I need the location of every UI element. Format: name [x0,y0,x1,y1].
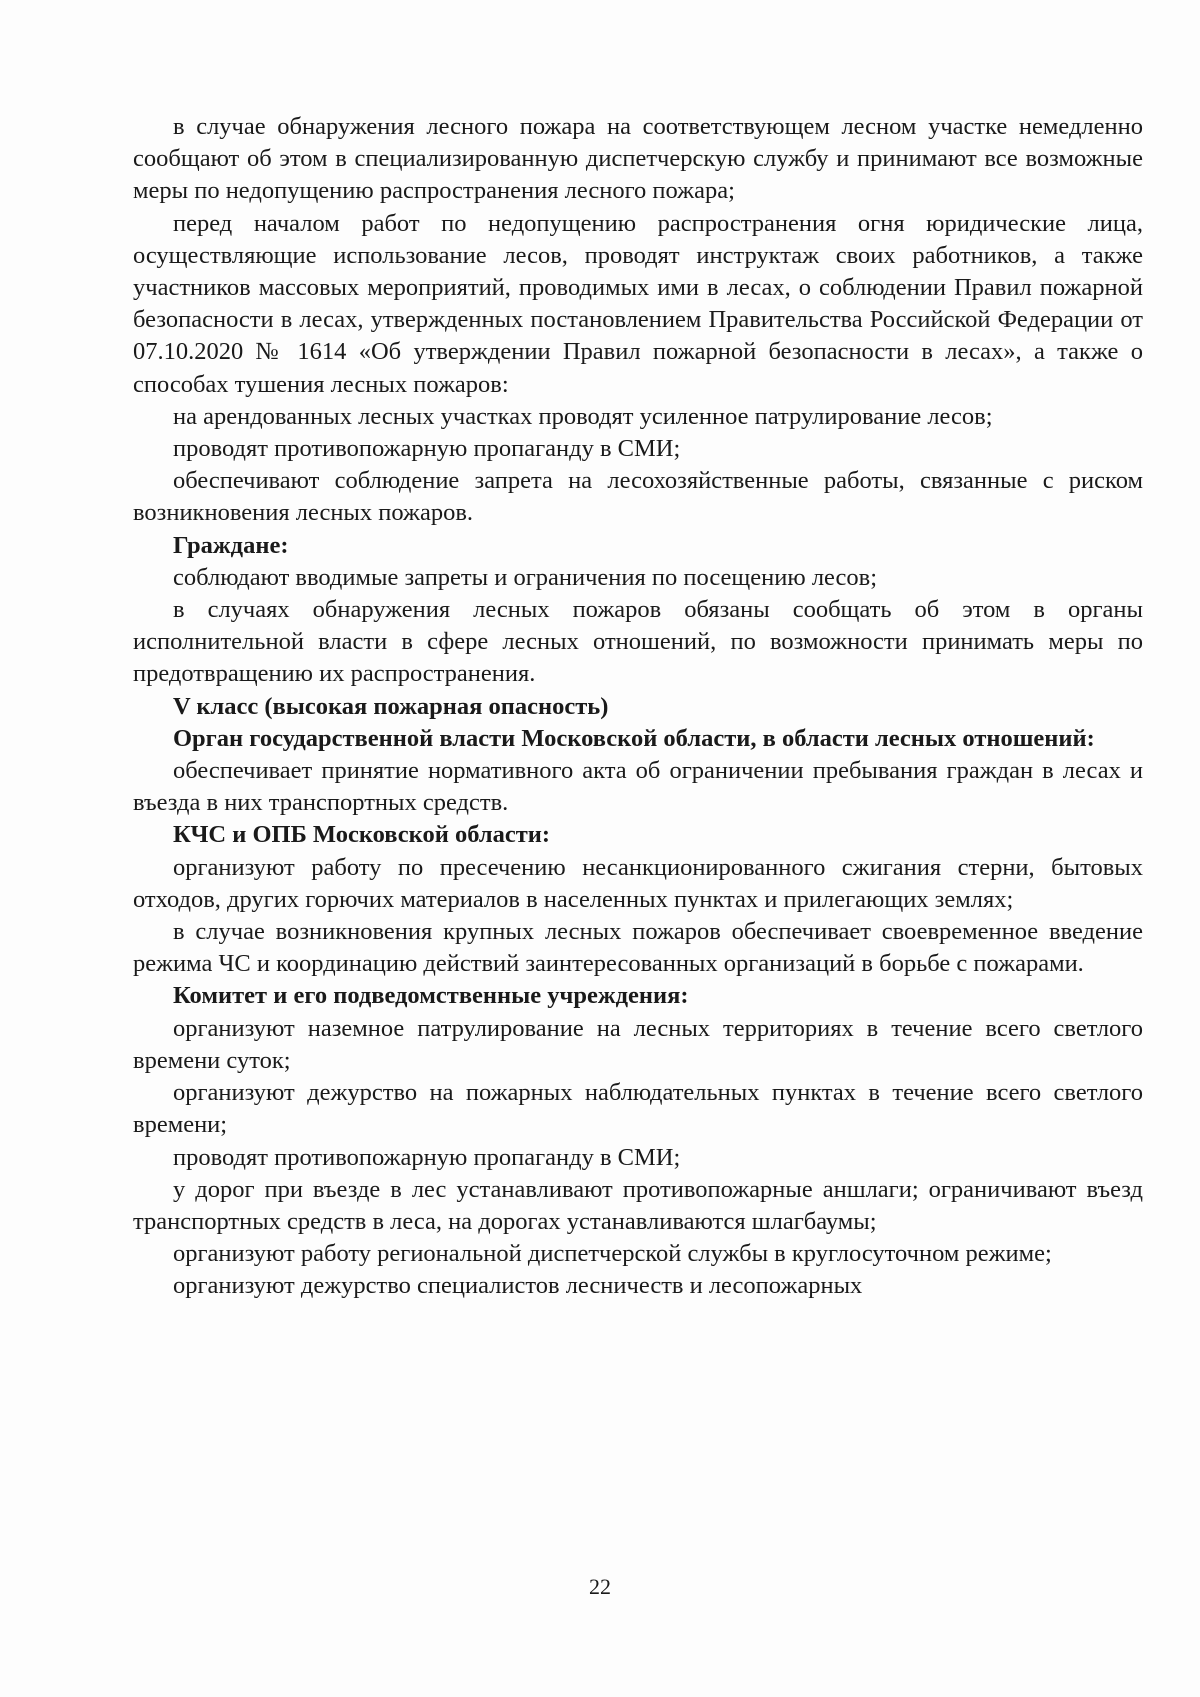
paragraph: у дорог при въезде в лес устанавливают противопожарные аншлаги; ограничивают въезд транспортных средств в леса, на дорогах устанавливаются шлагбаумы; [133,1175,1143,1235]
paragraph: в случаях обнаружения лесных пожаров обязаны сообщать об этом в органы исполнительной власти в сфере лесных отношений, по возможности принимать меры по предотвращению их распространения. [133,596,1143,688]
paragraph: проводят противопожарную пропаганду в СМИ; [173,1143,681,1171]
paragraph: организуют наземное патрулирование на лесных территориях в течение всего светлого времени суток; [133,1014,1143,1074]
paragraph: на арендованных лесных участках проводят усиленное патрулирование лесов; [173,402,993,430]
paragraph: организуют дежурство на пожарных наблюдательных пунктах в течение всего светлого времени; [133,1079,1143,1139]
paragraph: в случае обнаружения лесного пожара на соответствующем лесном участке немедленно сообщают об этом в специализированную диспетчерскую службу и принимают все возможные меры по недопущению распространения лесного пожара; [133,113,1143,205]
paragraph: проводят противопожарную пропаганду в СМИ; [173,435,681,463]
section-heading: Граждане: [173,531,289,559]
page-number: 22 [589,1574,611,1599]
section-heading: КЧС и ОПБ Московской области: [173,821,551,849]
paragraph: организуют работу по пресечению несанкционированного сжигания стерни, бытовых отходов, других горючих материалов в населенных пунктах и прилегающих землях; [133,853,1143,913]
paragraph: перед началом работ по недопущению распространения огня юридические лица, осуществляющие использование лесов, проводят инструктаж своих работников, а также участников массовых мероприятий, проводимых ими в лесах, о соблюдении Правил пожарной безопасности в лесах, утвержденных постановлением Правительства Российской Федерации от 07.10.2020 № 1614 «Об утверждении Правил пожарной безопасности в лесах», а также о способах тушения лесных пожаров: [133,209,1143,398]
section-heading: V класс (высокая пожарная опасность) [173,692,609,720]
paragraph: организуют дежурство специалистов лесничеств и лесопожарных [173,1272,863,1300]
paragraph: соблюдают вводимые запреты и ограничения по посещению лесов; [173,563,878,591]
section-heading: Комитет и его подведомственные учреждения: [173,982,689,1010]
paragraph: обеспечивает принятие нормативного акта об ограничении пребывания граждан в лесах и въезда в них транспортных средств. [133,757,1143,817]
section-heading: Орган государственной власти Московской области, в области лесных отношений: [173,724,1095,752]
paragraph: в случае возникновения крупных лесных пожаров обеспечивает своевременное введение режима ЧС и координацию действий заинтересованных организаций в борьбе с пожарами. [133,918,1143,978]
document-body [133,111,1143,1303]
paragraph: организуют работу региональной диспетчерской службы в круглосуточном режиме; [173,1240,1052,1268]
paragraph: обеспечивают соблюдение запрета на лесохозяйственные работы, связанные с риском возникновения лесных пожаров. [133,467,1143,527]
